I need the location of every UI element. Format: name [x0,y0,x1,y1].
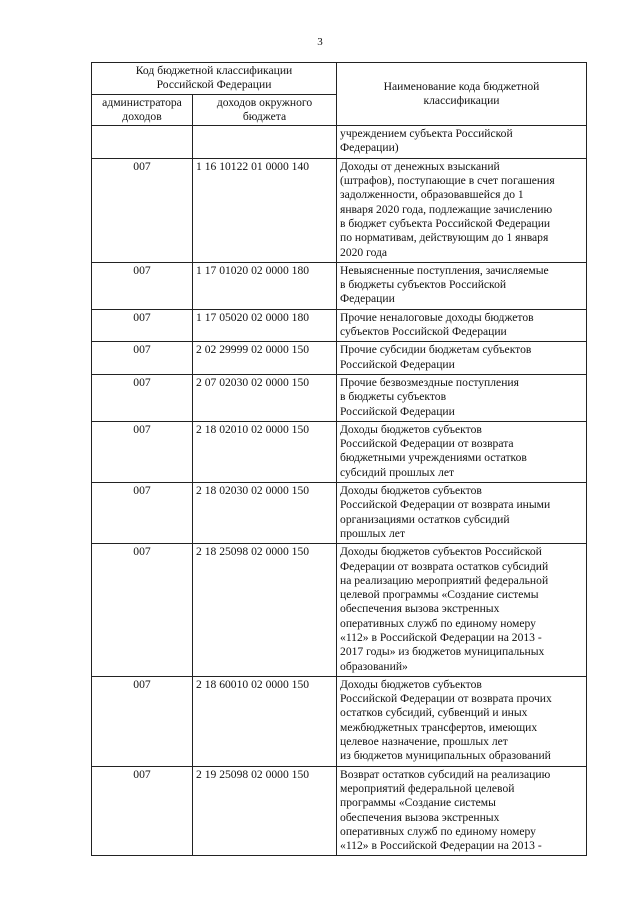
code-name-line: Доходы бюджетов субъектов [340,677,482,691]
table-row [92,126,587,159]
code-name-line: Доходы бюджетов субъектов Российской [340,545,542,559]
code-name-line: учреждением субъекта Российской [340,127,513,141]
code-name-line: в бюджеты субъектов [340,390,447,404]
administrator-code-cell: 007 [92,766,193,856]
budget-code-cell: 1 17 01020 02 0000 180 [193,262,337,309]
table-row [92,676,587,766]
budget-code-cell: 2 18 02030 02 0000 150 [193,483,337,544]
administrator-code-cell: 007 [92,309,193,342]
table-row [92,374,587,421]
code-name-line: Прочие безвозмездные поступления [340,375,519,389]
code-name-line: в бюджеты субъектов Российской [340,278,507,292]
code-name-cell [337,483,587,544]
administrator-code-cell: 007 [92,421,193,482]
code-name-line: программы «Создание системы [340,796,496,810]
administrator-code-cell: 007 [92,483,193,544]
code-name-line: субъектов Российской Федерации [340,325,507,339]
header-code-name: Наименование кода бюджетной классификации [337,63,587,126]
administrator-code-cell: 007 [92,374,193,421]
code-name-line: Доходы бюджетов субъектов [340,484,482,498]
administrator-code-cell: 007 [92,158,193,262]
table-row [92,766,587,856]
code-name-line: (штрафов), поступающие в счет погашения [340,174,555,188]
code-name-line: Российской Федерации от возврата [340,437,514,451]
page-number: 3 [317,36,323,48]
table-body [92,126,587,856]
header-district-budget-income: доходов окружного бюджета [193,94,337,126]
table-row [92,158,587,262]
code-name-line: 2020 года [340,245,388,259]
code-name-cell [337,544,587,677]
code-name-line: Невыясненные поступления, зачисляемые [340,263,549,277]
administrator-code-cell [92,126,193,159]
code-name-line: оперативных служб по единому номеру [340,824,536,838]
code-name-line: «112» в Российской Федерации на 2013 - [340,630,542,644]
code-name-line: Российской Федерации [340,357,455,371]
code-name-line: остатков субсидий, субвенций и иных [340,706,528,720]
administrator-code-cell: 007 [92,262,193,309]
code-name-line: из бюджетов муниципальных образований [340,749,551,763]
budget-code-cell: 2 02 29999 02 0000 150 [193,342,337,375]
table-row [92,544,587,677]
code-name-cell [337,374,587,421]
header-classification-code: Код бюджетной классификации Российской Федерации [92,63,337,95]
code-name-line: Доходы бюджетов субъектов [340,422,482,436]
code-name-line: «112» в Российской Федерации на 2013 - [340,839,542,853]
table-row [92,262,587,309]
header-row-top [92,63,587,95]
code-name-cell [337,676,587,766]
code-name-line: оперативных служб по единому номеру [340,616,536,630]
budget-code-cell: 2 18 02010 02 0000 150 [193,421,337,482]
code-name-line: 2017 годы» из бюджетов муниципальных [340,645,545,659]
code-name-line: Российской Федерации от возврата иными [340,498,551,512]
table-row [92,309,587,342]
code-name-line: Российской Федерации от возврата прочих [340,692,552,706]
budget-code-cell: 2 07 02030 02 0000 150 [193,374,337,421]
budget-classification-table [91,62,587,856]
administrator-code-cell: 007 [92,544,193,677]
code-name-line: бюджетными учреждениями остатков [340,451,527,465]
code-name-line: Прочие неналоговые доходы бюджетов [340,310,534,324]
code-name-line: Доходы от денежных взысканий [340,159,500,173]
code-name-cell [337,262,587,309]
code-name-line: обеспечения вызова экстренных [340,602,500,616]
code-name-line: целевой программы «Создание системы [340,588,539,602]
administrator-code-cell: 007 [92,676,193,766]
code-name-line: Федерации [340,292,395,306]
code-name-line: Возврат остатков субсидий на реализацию [340,767,551,781]
code-name-cell [337,766,587,856]
code-name-line: на реализацию мероприятий федеральной [340,573,549,587]
budget-code-cell [193,126,337,159]
code-name-line: Федерации) [340,141,399,155]
table-row [92,421,587,482]
table-row [92,483,587,544]
budget-code-cell: 2 18 60010 02 0000 150 [193,676,337,766]
code-name-line: задолженности, образовавшейся до 1 [340,188,524,202]
budget-code-cell: 2 19 25098 02 0000 150 [193,766,337,856]
code-name-line: Федерации от возврата остатков субсидий [340,559,549,573]
code-name-line: прошлых лет [340,526,406,540]
code-name-line: целевое назначение, прошлых лет [340,735,508,749]
code-name-cell [337,309,587,342]
code-name-line: обеспечения вызова экстренных [340,810,500,824]
code-name-line: мероприятий федеральной целевой [340,781,515,795]
code-name-line: января 2020 года, подлежащие зачислению [340,202,553,216]
code-name-line: межбюджетных трансфертов, имеющих [340,720,538,734]
code-name-cell [337,342,587,375]
budget-code-cell: 1 17 05020 02 0000 180 [193,309,337,342]
header-administrator: администратора доходов [92,94,193,126]
code-name-line: в бюджет субъекта Российской Федерации [340,216,551,230]
table-row [92,342,587,375]
code-name-cell [337,126,587,159]
code-name-line: организациями остатков субсидий [340,512,510,526]
code-name-line: субсидий прошлых лет [340,465,455,479]
code-name-cell [337,158,587,262]
budget-code-cell: 2 18 25098 02 0000 150 [193,544,337,677]
code-name-line: Прочие субсидии бюджетам субъектов [340,343,532,357]
administrator-code-cell: 007 [92,342,193,375]
code-name-line: образований» [340,659,408,673]
code-name-cell [337,421,587,482]
code-name-line: по нормативам, действующим до 1 января [340,231,549,245]
budget-code-cell: 1 16 10122 01 0000 140 [193,158,337,262]
code-name-line: Российской Федерации [340,404,455,418]
